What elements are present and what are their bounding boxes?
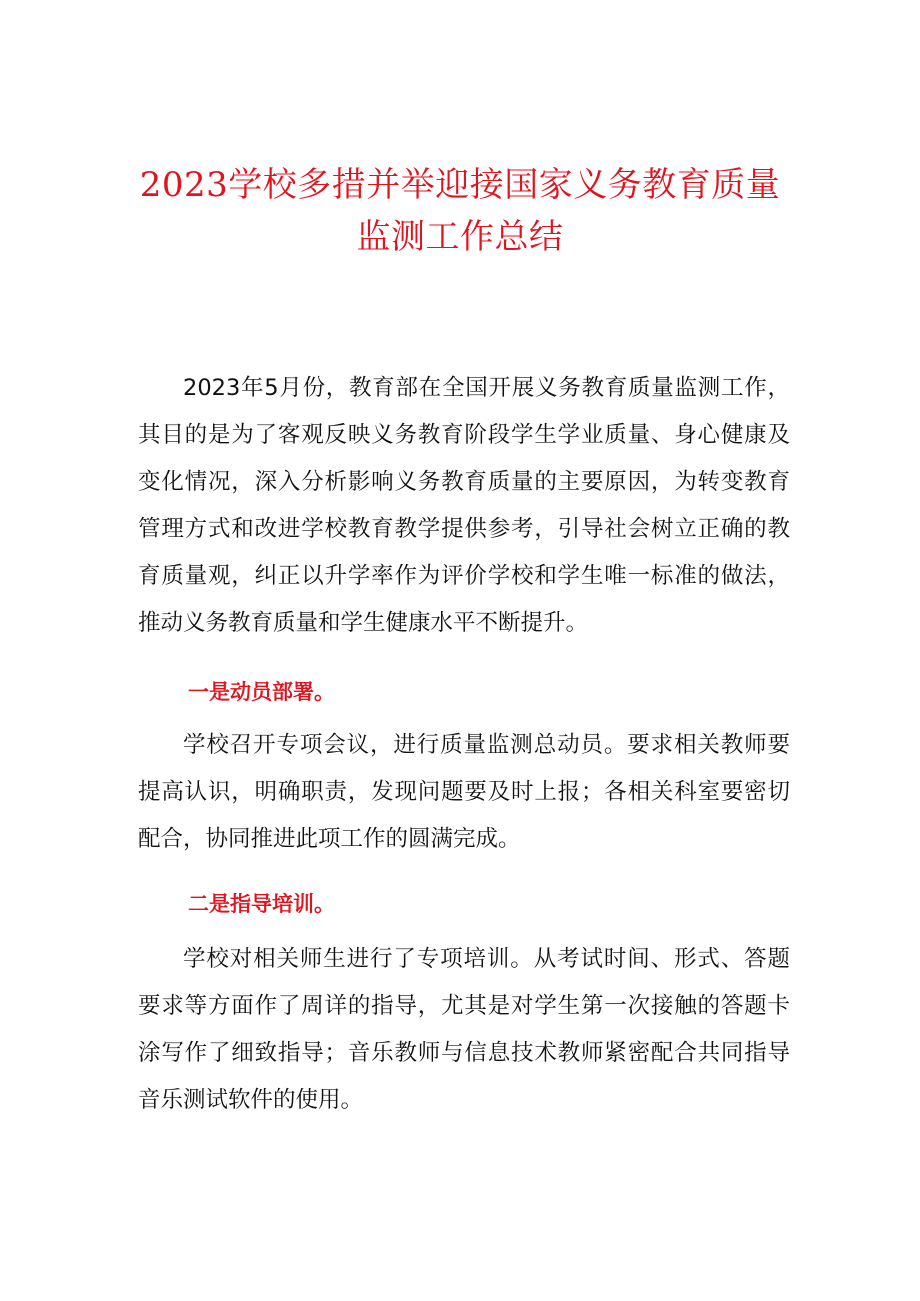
section-heading-training: 二是指导培训。 [188,892,335,916]
document-title-line-1: 2023学校多措并举迎接国家义务教育质量 [139,165,781,205]
training-paragraph: 学校对相关师生进行了专项培训。从考试时间、形式、答题要求等方面作了周详的指导，尤其是对学生第一次接触的答题卡涂写作了细致指导；音乐教师与信息技术教师紧密配合共同指导音乐测试软件的使用。 [138,946,790,1113]
intro-paragraph: 2023年5月份，教育部在全国开展义务教育质量监测工作，其目的是为了客观反映义务教育阶段学生学业质量、身心健康及变化情况，深入分析影响义务教育质量的主要原因，为转变教育管理方式和改进学校教育教学提供参考，引导社会树立正确的教育质量观，纠正以升学率作为评价学校和学生唯一标准的做法，推动义务教育质量和学生健康水平不断提升。 [138,375,790,636]
document-title-line-2: 监测工作总结 [356,217,564,257]
section-heading-mobilization: 一是动员部署。 [188,680,335,704]
mobilization-paragraph: 学校召开专项会议，进行质量监测总动员。要求相关教师要提高认识，明确职责，发现问题要及时上报；各相关科室要密切配合，协同推进此项工作的圆满完成。 [138,732,790,852]
